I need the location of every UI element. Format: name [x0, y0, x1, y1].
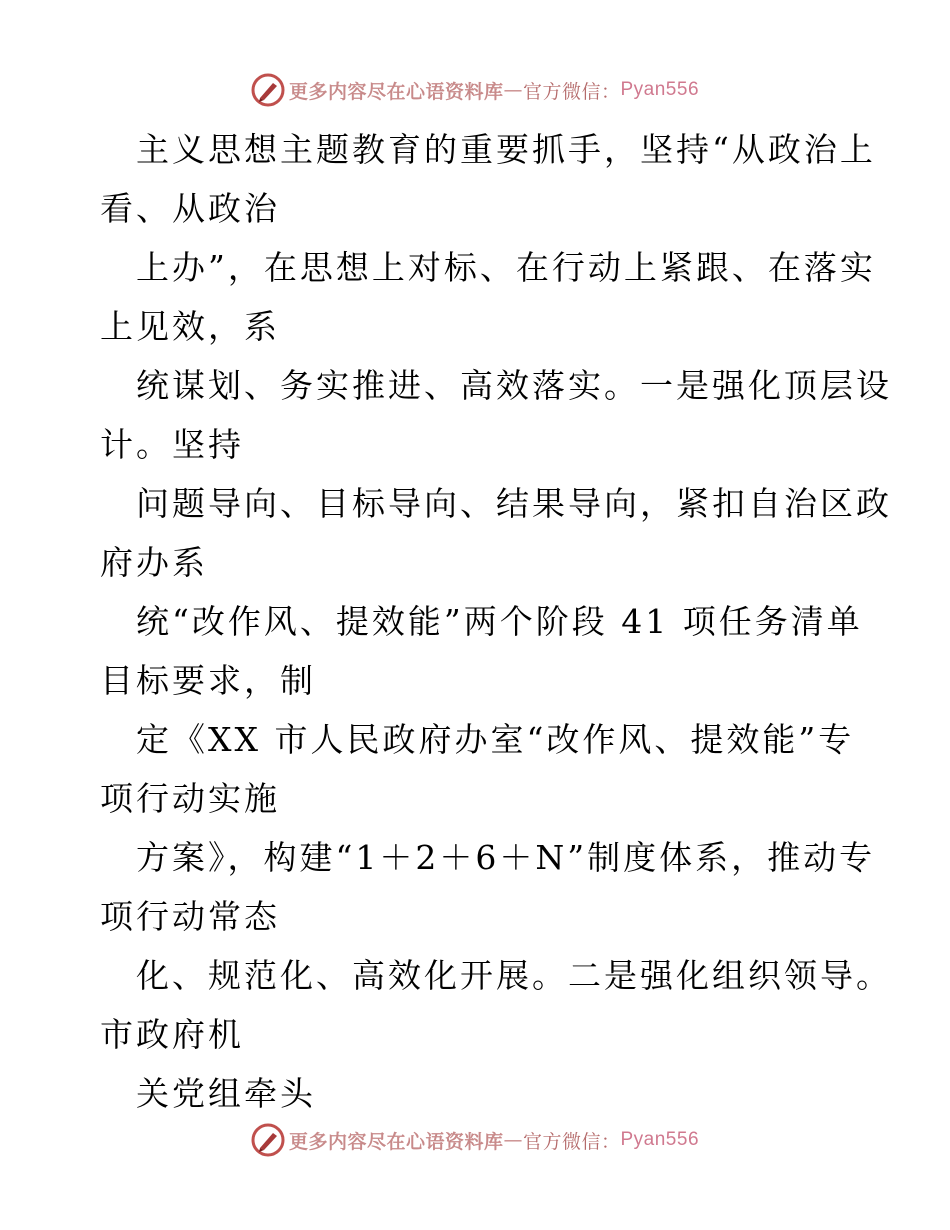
text-line: 关党组牵头 — [136, 1074, 316, 1113]
text-line: 上见效，系 — [100, 307, 280, 346]
footer-watermark — [0, 1120, 950, 1160]
text-line: 看、从政治 — [100, 189, 280, 228]
text-line: 统“改作风、提效能”两个阶段 41 项任务清单 — [136, 602, 863, 641]
watermark-text: 更多内容尽在心语资料库 — [288, 1130, 504, 1153]
text-line: 府办系 — [100, 543, 208, 582]
watermark-id: Pyan556 — [620, 1129, 700, 1150]
text-line: 统谋划、务实推进、高效落实。一是强化顶层设 — [136, 366, 892, 405]
pen-logo-icon — [251, 73, 285, 107]
text-line: 方案》，构建“1＋2＋6＋N”制度体系，推动专 — [136, 838, 876, 877]
pen-logo-icon — [251, 1123, 285, 1157]
header-watermark — [0, 70, 950, 110]
text-line: 目标要求，制 — [100, 661, 316, 700]
watermark-text: 更多内容尽在心语资料库 — [288, 80, 504, 103]
document-body — [100, 120, 892, 1123]
text-line: 项行动实施 — [100, 779, 280, 818]
text-line: 化、规范化、高效化开展。二是强化组织领导。 — [136, 956, 892, 995]
text-line: 项行动常态 — [100, 897, 280, 936]
watermark-id: Pyan556 — [620, 79, 700, 100]
watermark-dash: — — [503, 79, 523, 101]
text-line: 市政府机 — [100, 1015, 244, 1054]
text-line: 主义思想主题教育的重要抓手，坚持“从政治上 — [136, 130, 876, 169]
text-line: 计。坚持 — [100, 425, 244, 464]
text-line: 问题导向、目标导向、结果导向，紧扣自治区政 — [136, 484, 892, 523]
watermark-official: 官方微信： — [522, 80, 621, 103]
text-line: 定《XX 市人民政府办室“改作风、提效能”专 — [136, 720, 855, 759]
watermark-official: 官方微信： — [522, 1130, 621, 1153]
text-line: 上办”，在思想上对标、在行动上紧跟、在落实 — [136, 248, 876, 287]
watermark-dash: — — [503, 1129, 523, 1151]
